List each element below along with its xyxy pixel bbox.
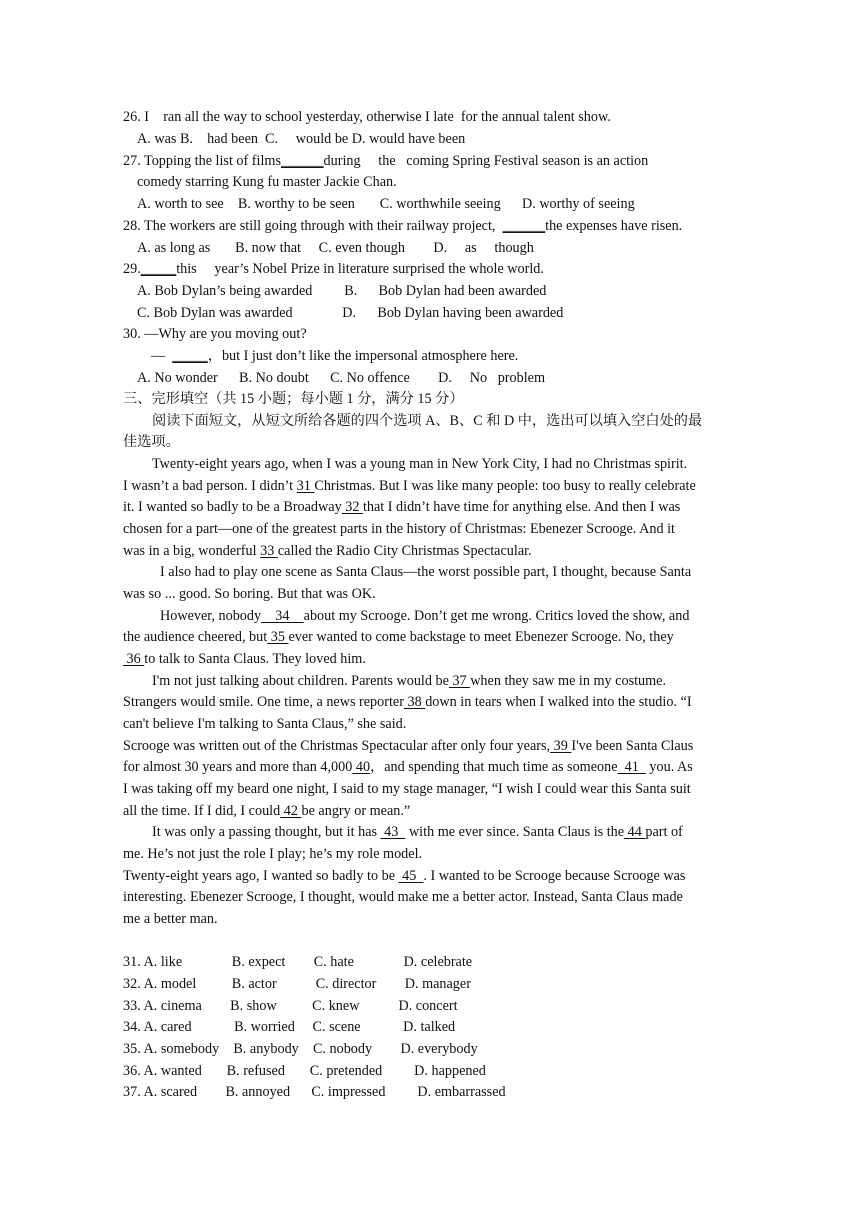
text-line <box>123 758 693 776</box>
text-segment: when they saw me in my costume. <box>470 673 667 689</box>
text-segment: ，but I just don’t like the impersonal atmosphere here. <box>207 348 519 364</box>
text-line <box>123 693 692 711</box>
text-line: A. No wonder B. No doubt C. No offence D. No problem <box>137 370 545 386</box>
text-line: me. He’s not just the role I play; he’s my role model. <box>123 846 423 862</box>
blank-underline: 43 <box>380 824 406 840</box>
blank-underline: 32 <box>341 499 363 515</box>
text-line: 三、完形填空（共 15 小题；每小题 1 分，满分 15 分） <box>123 391 464 407</box>
text-segment: it. I wanted so badly to be a Broadway <box>123 499 342 515</box>
text-line: I also had to play one scene as Santa Claus—the worst possible part, I thought, because Santa <box>160 564 692 580</box>
text-segment: about my Scrooge. Don’t get me wrong. Critics loved the show, and <box>303 608 690 624</box>
text-line: 31. A. like B. expect C. hate D. celebrate <box>123 954 473 970</box>
blank-underline: 31 <box>296 478 315 494</box>
blank-underline: 38 <box>403 694 426 710</box>
text-segment: ever wanted to come backstage to meet Ebenezer Scrooge. No, they <box>288 629 674 645</box>
blank-underline: 39 <box>550 738 572 754</box>
blank-underline: 34 <box>261 608 304 624</box>
text-segment: called the Radio City Christmas Spectacular. <box>277 543 532 559</box>
text-line: 阅读下面短文，从短文所给各题的四个选项 A、B、C 和 D 中，选出可以填入空白处的最 <box>152 413 703 429</box>
text-segment: for almost 30 years and more than 4,000 <box>123 759 353 775</box>
text-line: 26. I ran all the way to school yesterday, otherwise I late for the annual talent show. <box>123 109 611 125</box>
text-line: A. worth to see B. worthy to be seen C. worthwhile seeing D. worthy of seeing <box>137 196 635 212</box>
blank-underline: 41 <box>617 759 646 775</box>
text-line: Twenty-eight years ago, when I was a young man in New York City, I had no Christmas spirit. <box>152 456 688 472</box>
blank-underline: 45 <box>398 868 424 884</box>
text-line <box>123 628 674 646</box>
blank-underline: 36 <box>123 651 145 667</box>
text-line <box>123 498 680 516</box>
text-line: was so ... good. So boring. But that was OK. <box>123 586 376 602</box>
blank-underline: _____ <box>140 261 177 277</box>
text-segment: you. As <box>645 759 693 775</box>
text-line <box>123 260 544 278</box>
text-line: I was taking off my beard one night, I said to my stage manager, “I wish I could wear this Santa suit <box>123 781 691 797</box>
text-segment: the expenses have risen. <box>545 218 683 234</box>
text-line: C. Bob Dylan was awarded D. Bob Dylan having been awarded <box>137 305 564 321</box>
blank-underline: ______ <box>280 153 324 169</box>
text-line <box>123 650 366 668</box>
text-line: 32. A. model B. actor C. director D. manager <box>123 976 471 992</box>
text-segment: with me ever since. Santa Claus is the <box>405 824 625 840</box>
text-segment: Strangers would smile. One time, a news reporter <box>123 694 404 710</box>
text-line: 34. A. cared B. worried C. scene D. talked <box>123 1019 456 1035</box>
blank-underline: ______ <box>502 218 546 234</box>
text-line: A. Bob Dylan’s being awarded B. Bob Dylan had been awarded <box>137 283 547 299</box>
text-segment: the audience cheered, but <box>123 629 268 645</box>
text-line: interesting. Ebenezer Scrooge, I thought, would make me a better actor. Instead, Santa Claus made <box>123 889 683 905</box>
text-segment: that I didn’t have time for anything else. And then I was <box>362 499 681 515</box>
text-line <box>152 823 683 841</box>
blank-underline: 33 <box>260 543 278 559</box>
text-line <box>151 347 518 365</box>
text-segment: Twenty-eight years ago, I wanted so badly to be <box>123 868 399 884</box>
blank-underline: 35 <box>267 629 289 645</box>
text-line: A. as long as B. now that C. even though D. as though <box>137 240 534 256</box>
text-line <box>123 542 532 560</box>
text-segment: was in a big, wonderful <box>123 543 261 559</box>
text-segment: ，and spending that much time as someone <box>370 759 618 775</box>
text-segment: 29. <box>123 261 141 277</box>
text-line <box>123 152 648 170</box>
text-line <box>123 802 410 820</box>
text-line: 36. A. wanted B. refused C. pretended D. happened <box>123 1063 486 1079</box>
text-line: 33. A. cinema B. show C. knew D. concert <box>123 998 458 1014</box>
text-segment: be angry or mean.” <box>301 803 411 819</box>
text-segment: I wasn’t a bad person. I didn’t <box>123 478 297 494</box>
text-line <box>152 672 666 690</box>
text-segment: I've been Santa Claus <box>571 738 694 754</box>
text-line: 35. A. somebody B. anybody C. nobody D. everybody <box>123 1041 478 1057</box>
blank-underline: 42 <box>280 803 302 819</box>
blank-underline: 40 <box>352 759 371 775</box>
text-segment: down in tears when I walked into the studio. “I <box>425 694 692 710</box>
text-line: can't believe I'm talking to Santa Claus,” she said. <box>123 716 407 732</box>
text-line: chosen for a part—one of the greatest parts in the history of Christmas: Ebenezer Scrooge. And it <box>123 521 675 537</box>
text-segment: 28. The workers are still going through with their railway project, <box>123 218 503 234</box>
text-line <box>123 217 682 235</box>
text-segment: part of <box>645 824 683 840</box>
text-segment: However, nobody <box>160 608 262 624</box>
text-segment: I'm not just talking about children. Parents would be <box>152 673 449 689</box>
blank-underline: 37 <box>448 673 471 689</box>
text-segment: — <box>151 348 173 364</box>
text-line <box>160 607 689 625</box>
text-line: 30. —Why are you moving out? <box>123 326 307 342</box>
text-segment: this year’s Nobel Prize in literature surprised the whole world. <box>176 261 544 277</box>
text-segment: 27. Topping the list of films <box>123 153 281 169</box>
blank-underline: _____ <box>172 348 208 364</box>
blank-underline: 44 <box>624 824 646 840</box>
text-line <box>123 737 693 755</box>
text-segment: Christmas. But I was like many people: too busy to really celebrate <box>314 478 696 494</box>
text-line: A. was B. had been C. would be D. would have been <box>137 131 466 147</box>
text-segment: during the coming Spring Festival season is an action <box>323 153 649 169</box>
text-segment: all the time. If I did, I could <box>123 803 281 819</box>
text-segment: to talk to Santa Claus. They loved him. <box>144 651 366 667</box>
text-line <box>123 477 696 495</box>
text-line: 佳选项。 <box>123 434 180 450</box>
text-segment: It was only a passing thought, but it has <box>152 824 381 840</box>
text-segment: Scrooge was written out of the Christmas Spectacular after only four years, <box>123 738 551 754</box>
text-line: me a better man. <box>123 911 218 927</box>
text-segment: . I wanted to be Scrooge because Scrooge was <box>423 868 686 884</box>
text-line: 37. A. scared B. annoyed C. impressed D. embarrassed <box>123 1084 506 1100</box>
text-line <box>123 867 685 885</box>
text-line: comedy starring Kung fu master Jackie Chan. <box>137 174 397 190</box>
